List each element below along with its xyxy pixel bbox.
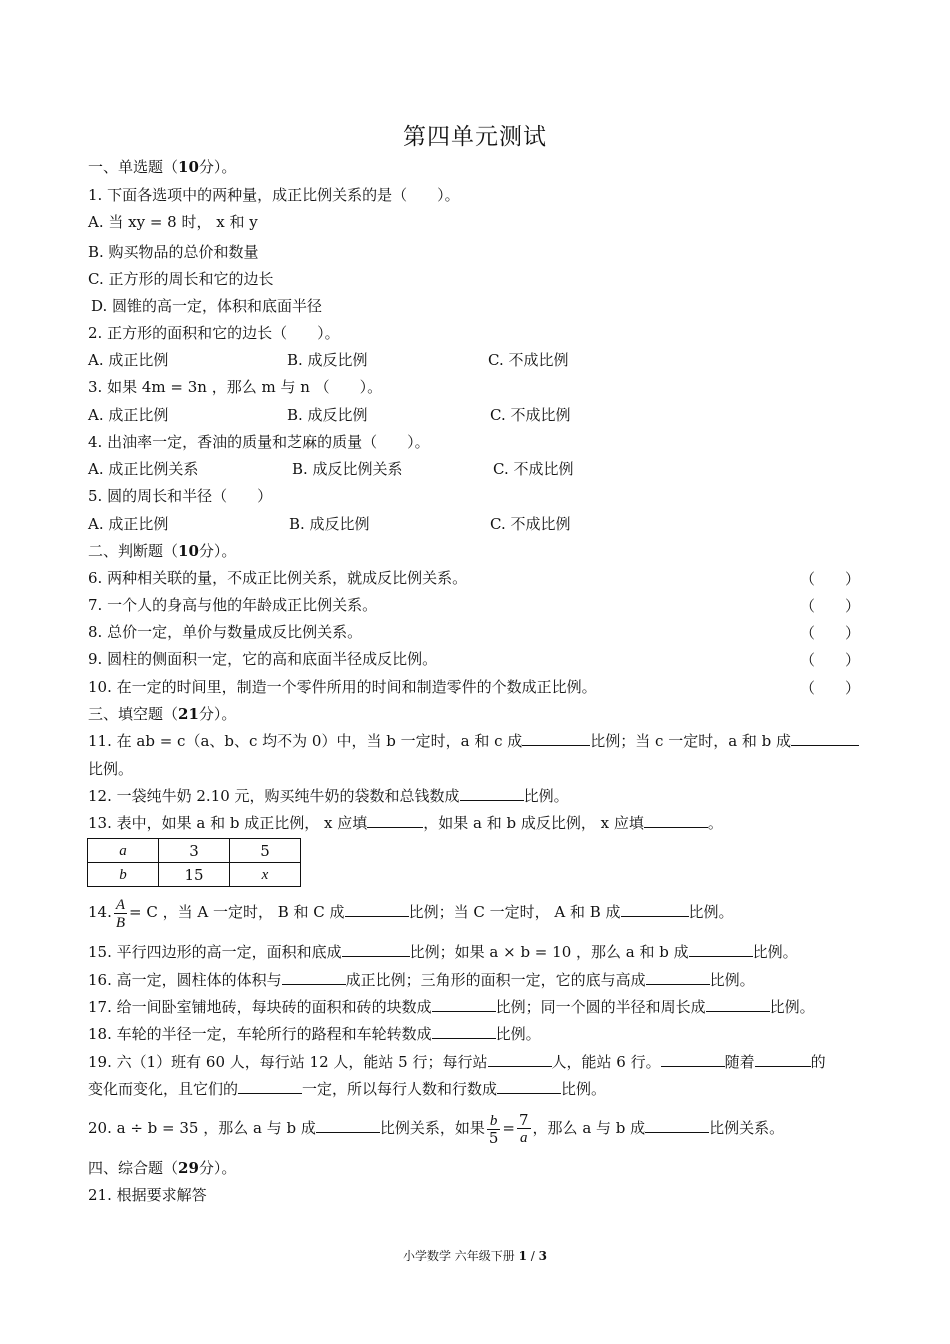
q1-option-d: D. 圆锥的高一定，体积和底面半径: [91, 297, 323, 315]
table-cell: 5: [230, 839, 301, 863]
fill-question-11-cont: 比例。: [88, 760, 134, 778]
judge-question-9: 9. 圆柱的侧面积一定，它的高和底面半径成反比例。: [88, 650, 438, 668]
answer-blank[interactable]: [644, 813, 708, 828]
q5-option-a: A. 成正比例: [88, 515, 169, 533]
answer-blank[interactable]: [282, 970, 346, 985]
table-cell: 15: [159, 863, 230, 887]
question-1-stem: 1. 下面各选项中的两种量，成正比例关系的是（ ）。: [88, 186, 460, 204]
answer-blank[interactable]: [497, 1079, 561, 1094]
table-cell: 3: [159, 839, 230, 863]
fill-question-14: 14. $\frac{A}{B}$ = C ，当 A 一定时， B 和 C 成 比例；当 C 一定时， A 和 B 成 比例。: [88, 896, 734, 931]
fill-question-19-cont: 变化而变化，且它们的 一定，所以每行人数和行数成 比例。: [88, 1080, 607, 1098]
q1-option-c: C. 正方形的周长和它的边长: [88, 270, 274, 288]
fraction: $\frac{7}{a}$: [519, 1111, 529, 1146]
value-table: [87, 838, 301, 887]
fill-question-20: 20. a ÷ b = 35 ，那么 a 与 b 成 比例关系，如果 $\frac{b}{5}$ = $\frac{7}{a}$ ，那么 a 与 b 成 比例关系。: [88, 1111, 785, 1147]
page-title: 第四单元测试: [403, 124, 547, 150]
answer-blank[interactable]: [645, 1118, 709, 1133]
answer-blank[interactable]: [621, 902, 689, 917]
answer-blank[interactable]: [432, 1024, 496, 1039]
section-heading-4: 四、综合题（29分）。: [88, 1159, 237, 1177]
judge-question-7: 7. 一个人的身高与他的年龄成正比例关系。: [88, 596, 378, 614]
judge-question-8: 8. 总价一定，单价与数量成反比例关系。: [88, 623, 363, 641]
table-cell: x: [230, 863, 301, 887]
table-cell: b: [88, 863, 159, 887]
fill-question-17: 17. 给一间卧室铺地砖，每块砖的面积和砖的块数成 比例；同一个圆的半径和周长成 比例。: [88, 998, 815, 1016]
judge-question-6: 6. 两种相关联的量，不成正比例关系，就成反比例关系。: [88, 569, 468, 587]
answer-blank[interactable]: [238, 1079, 302, 1094]
table-row: [88, 863, 301, 887]
fill-question-13: 13. 表中，如果 a 和 b 成正比例， x 应填 ，如果 a 和 b 成反比例， x 应填 。: [88, 814, 723, 832]
section-heading-1: 一、单选题（10分）。: [88, 158, 237, 176]
section-heading-3: 三、填空题（21分）。: [88, 705, 237, 723]
answer-blank[interactable]: [522, 731, 590, 746]
page-footer: 小学数学 六年级下册 1 / 3: [402, 1249, 548, 1263]
question-3-stem: 3. 如果 4m = 3n ，那么 m 与 n （ ）。: [88, 378, 383, 396]
q4-option-a: A. 成正比例关系: [88, 460, 199, 478]
answer-blank[interactable]: [432, 997, 496, 1012]
question-2-stem: 2. 正方形的面积和它的边长（ ）。: [88, 324, 340, 342]
q4-option-c: C. 不成比例: [493, 460, 574, 478]
answer-blank[interactable]: [646, 970, 710, 985]
fill-question-12: 12. 一袋纯牛奶 2.10 元，购买纯牛奶的袋数和总钱数成 比例。: [88, 787, 569, 805]
question-21: 21. 根据要求解答: [88, 1186, 207, 1204]
section-heading-2: 二、判断题（10分）。: [88, 542, 237, 560]
fill-question-19: 19. 六（1）班有 60 人，每行站 12 人，能站 5 行；每行站 人，能站 6 行。 随着 的: [88, 1053, 826, 1071]
answer-blank[interactable]: [791, 731, 859, 746]
answer-blank[interactable]: [460, 786, 524, 801]
question-5-stem: 5. 圆的周长和半径（ ）: [88, 487, 273, 505]
q5-option-b: B. 成反比例: [289, 515, 370, 533]
judge-question-10: 10. 在一定的时间里，制造一个零件所用的时间和制造零件的个数成正比例。: [88, 678, 597, 696]
q2-option-b: B. 成反比例: [287, 351, 368, 369]
question-4-stem: 4. 出油率一定，香油的质量和芝麻的质量（ ）。: [88, 433, 430, 451]
answer-blank[interactable]: [488, 1052, 552, 1067]
fraction: $\frac{A}{B}$: [115, 896, 126, 931]
answer-blank[interactable]: [706, 997, 770, 1012]
q3-option-c: C. 不成比例: [490, 406, 571, 424]
fill-question-15: 15. 平行四边形的高一定，面积和底成 比例；如果 a × b = 10 ，那么 a 和 b 成 比例。: [88, 943, 798, 961]
q4-option-b: B. 成反比例关系: [292, 460, 403, 478]
answer-bracket-8: （ ）: [800, 624, 861, 642]
q3-option-a: A. 成正比例: [88, 406, 169, 424]
answer-blank[interactable]: [689, 942, 753, 957]
answer-blank[interactable]: [316, 1118, 380, 1133]
answer-bracket-9: （ ）: [800, 651, 861, 669]
fill-question-16: 16. 高一定，圆柱体的体积与 成正比例；三角形的面积一定，它的底与高成 比例。: [88, 971, 755, 989]
answer-bracket-6: （ ）: [800, 570, 861, 588]
table-cell: a: [88, 839, 159, 863]
q2-option-a: A. 成正比例: [88, 351, 169, 369]
fraction: $\frac{b}{5}$: [488, 1113, 499, 1147]
answer-bracket-10: （ ）: [800, 679, 861, 697]
answer-blank[interactable]: [661, 1052, 725, 1067]
q3-option-b: B. 成反比例: [287, 406, 368, 424]
q1-option-b: B. 购买物品的总价和数量: [88, 243, 259, 261]
answer-blank[interactable]: [342, 942, 410, 957]
fill-question-18: 18. 车轮的半径一定，车轮所行的路程和车轮转数成 比例。: [88, 1025, 541, 1043]
answer-bracket-7: （ ）: [800, 597, 861, 615]
q5-option-c: C. 不成比例: [490, 515, 571, 533]
q1-option-a: A. 当 xy = 8 时， x 和 y: [88, 213, 258, 231]
answer-blank[interactable]: [755, 1052, 811, 1067]
table-row: [88, 839, 301, 863]
answer-blank[interactable]: [345, 902, 409, 917]
answer-blank[interactable]: [367, 813, 423, 828]
fill-question-11: 11. 在 ab = c（a、b、c 均不为 0）中，当 b 一定时，a 和 c 成 比例；当 c 一定时，a 和 b 成: [88, 731, 859, 751]
q2-option-c: C. 不成比例: [488, 351, 569, 369]
